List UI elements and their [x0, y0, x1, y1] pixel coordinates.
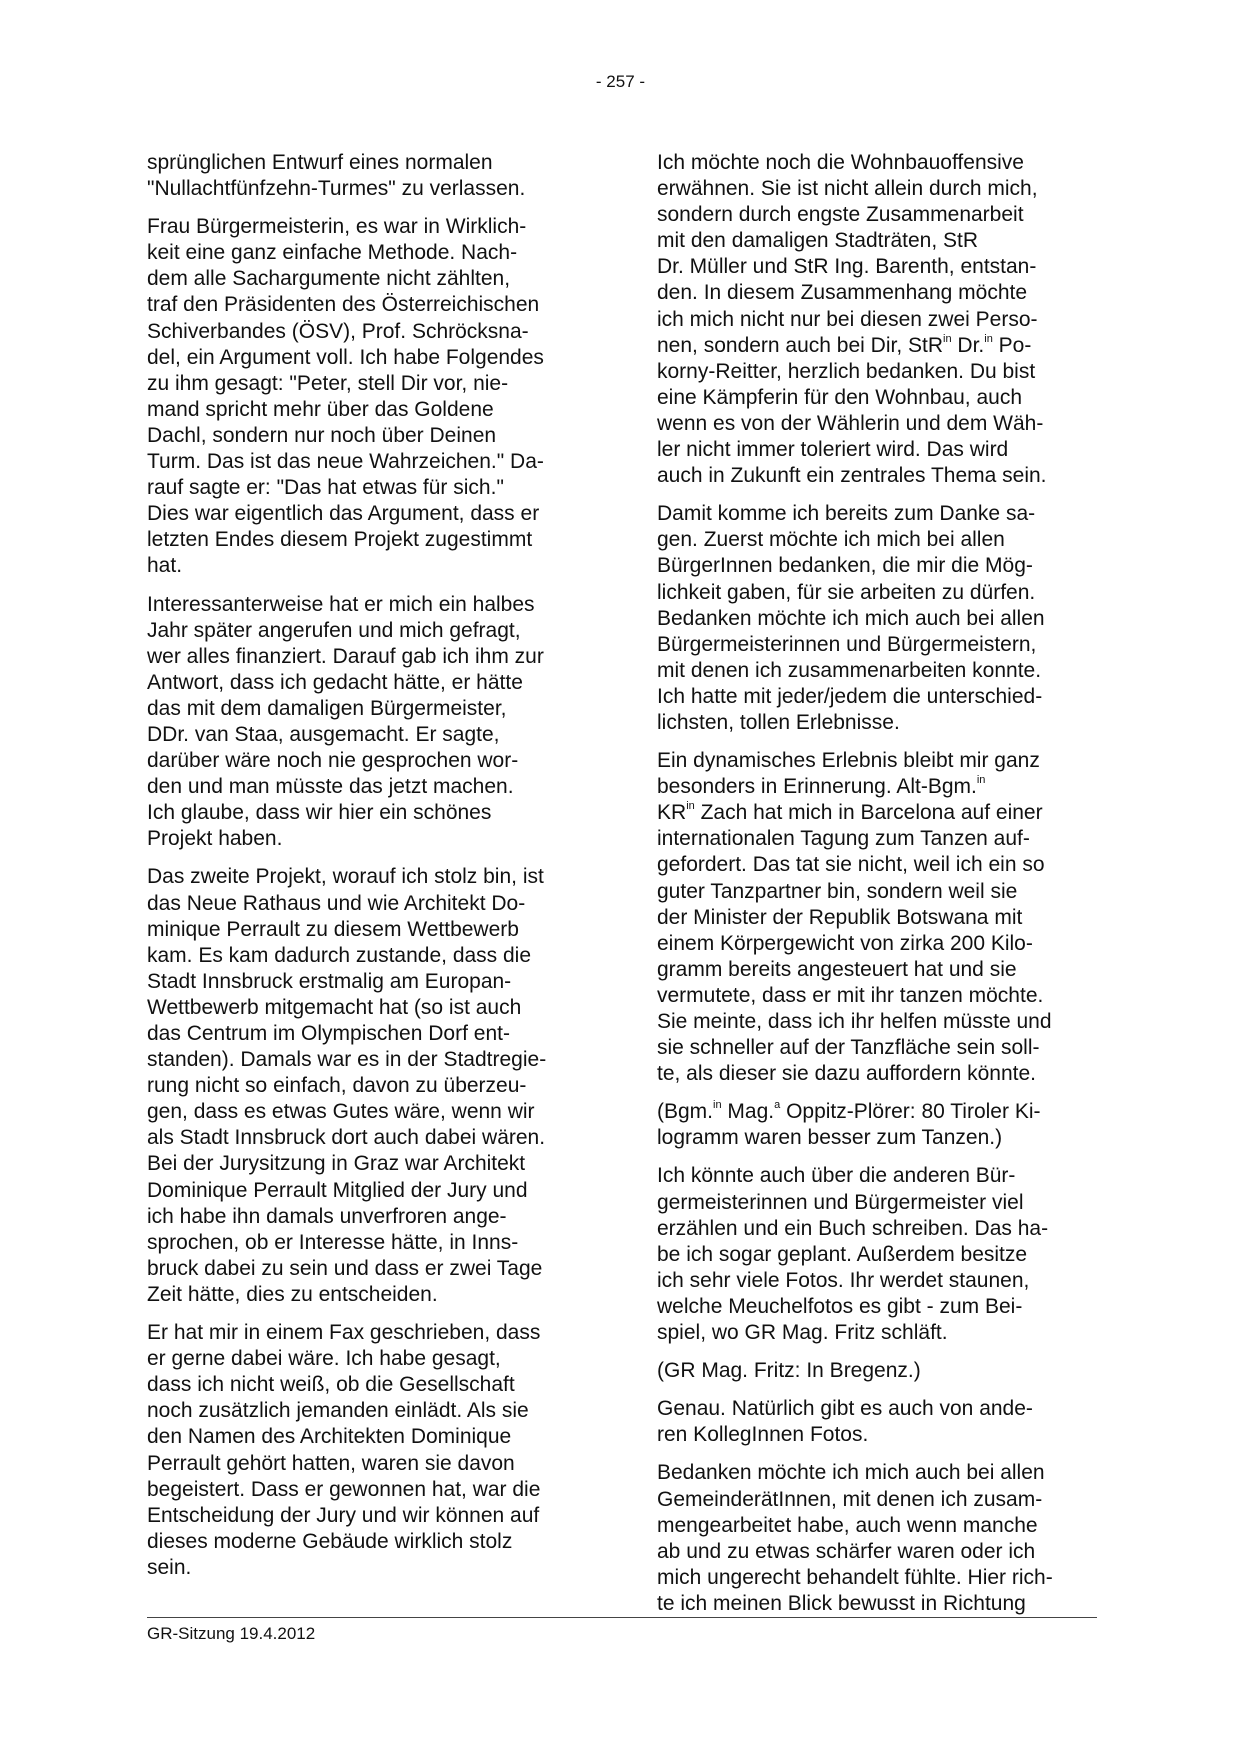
text-line: Antwort, dass ich gedacht hätte, er hätte: [147, 670, 523, 694]
text-line: traf den Präsidenten des Österreichischen: [147, 293, 540, 317]
text-line: der Minister der Republik Botswana mit: [657, 905, 1023, 929]
text-line: "Nullachtfünfzehn-Turmes" zu verlassen.: [147, 177, 526, 201]
text-line: das mit dem damaligen Bürgermeister,: [147, 696, 507, 720]
footer-divider: [147, 1617, 1097, 1618]
text-line: nen, sondern auch bei Dir, StR$^{in}$ Dr.$^{in}$ Po-: [657, 332, 1032, 357]
text-line: Bedanken möchte ich mich auch bei allen: [657, 1461, 1045, 1485]
text-line: GemeinderätInnen, mit denen ich zusam-: [657, 1487, 1043, 1511]
text-line: sondern durch engste Zusammenarbeit: [657, 203, 1024, 227]
text-line: gefordert. Das tat sie nicht, weil ich ein so: [657, 853, 1045, 877]
text-line: rauf sagte er: "Das hat etwas für sich.": [147, 476, 504, 500]
paragraph: [147, 1320, 587, 1581]
paragraph: [147, 864, 587, 1308]
text-line: Ein dynamisches Erlebnis bleibt mir ganz: [657, 749, 1040, 773]
text-line: zu ihm gesagt: "Peter, stell Dir vor, nie-: [147, 371, 509, 395]
text-line: logramm waren besser zum Tanzen.): [657, 1126, 1003, 1150]
right-text-column: [657, 150, 1097, 1629]
text-line: darüber wäre noch nie gesprochen wor-: [147, 749, 519, 773]
superscript: in: [686, 800, 695, 813]
paragraph: [657, 1358, 1097, 1384]
text-line: eine Kämpferin für den Wohnbau, auch: [657, 385, 1023, 409]
text-line: ab und zu etwas schärfer waren oder ich: [657, 1539, 1036, 1563]
text-line: Wettbewerb mitgemacht hat (so ist auch: [147, 995, 522, 1019]
text-line: lichsten, tollen Erlebnisse.: [657, 710, 900, 734]
text-line: den. In diesem Zusammenhang möchte: [657, 281, 1028, 305]
text-line: gramm bereits angesteuert hat und sie: [657, 957, 1017, 981]
text-line: rung nicht so einfach, davon zu überzeu-: [147, 1074, 527, 1098]
text-line: Stadt Innsbruck erstmalig am Europan-: [147, 969, 512, 993]
text-line: Frau Bürgermeisterin, es war in Wirklich-: [147, 215, 527, 239]
text-line: standen). Damals war es in der Stadtregie-: [147, 1048, 547, 1072]
text-line: dem alle Sachargumente nicht zählten,: [147, 267, 511, 291]
text-line: $KR^{in}$ Zach hat mich in Barcelona auf einer: [657, 800, 1043, 825]
text-line: lichkeit gaben, für sie arbeiten zu dürfen.: [657, 580, 1036, 604]
text-line: Ich möchte noch die Wohnbauoffensive: [657, 151, 1024, 174]
text-line: mengearbeitet habe, auch wenn manche: [657, 1513, 1038, 1537]
superscript: in: [976, 774, 986, 787]
paragraph: [657, 1460, 1097, 1617]
text-line: ich mich nicht nur bei diesen zwei Perso-: [657, 307, 1038, 331]
text-line: einem Körpergewicht von zirka 200 Kilo-: [657, 931, 1033, 955]
text-line: Dies war eigentlich das Argument, dass er: [147, 502, 540, 526]
paragraph: [657, 1099, 1097, 1151]
text-line: ich sehr viele Fotos. Ihr werdet staunen,: [657, 1268, 1030, 1292]
text-line: dieses moderne Gebäude wirklich stolz: [147, 1529, 513, 1553]
text-line: germeisterinnen und Bürgermeister viel: [657, 1190, 1024, 1214]
text-line: er gerne dabei wäre. Ich habe gesagt,: [147, 1347, 501, 1371]
text-line: Dachl, sondern nur noch über Deinen: [147, 423, 497, 447]
text-line: Zeit hätte, dies zu entscheiden.: [147, 1282, 438, 1306]
text-line: del, ein Argument voll. Ich habe Folgendes: [147, 345, 544, 369]
text-line: te ich meinen Blick bewusst in Richtung: [657, 1591, 1026, 1615]
text-line: Dr. Müller und StR Ing. Barenth, entstan-: [657, 255, 1037, 279]
text-line: sein.: [147, 1555, 192, 1579]
text-line: Sie meinte, dass ich ihr helfen müsste und: [657, 1010, 1052, 1033]
text-line: be ich sogar geplant. Außerdem besitze: [657, 1242, 1028, 1266]
text-line: Bürgermeisterinnen und Bürgermeistern,: [657, 632, 1037, 656]
text-line: Ich hatte mit jeder/jedem die unterschied-: [657, 684, 1043, 708]
text-line: Projekt haben.: [147, 827, 283, 851]
text-line: sprochen, ob er Interesse hätte, in Inns-: [147, 1230, 519, 1254]
text-line: auch in Zukunft ein zentrales Thema sein.: [657, 464, 1047, 488]
text-line: Ich glaube, dass wir hier ein schönes: [147, 801, 492, 825]
text-line: te, als dieser sie dazu auffordern könnte.: [657, 1062, 1037, 1086]
page-number: - 257 -: [595, 72, 646, 91]
superscript: in: [984, 332, 993, 345]
text-line: Ich könnte auch über die anderen Bür-: [657, 1164, 1016, 1188]
text-line: kam. Es kam dadurch zustande, dass die: [147, 943, 532, 967]
text-line: BürgerInnen bedanken, die mir die Mög-: [657, 554, 1033, 578]
text-line: Er hat mir in einem Fax geschrieben, dass: [147, 1321, 541, 1345]
paragraph: [657, 1163, 1097, 1346]
text-line: internationalen Tagung zum Tanzen auf-: [657, 827, 1030, 851]
text-line: erwähnen. Sie ist nicht allein durch mich,: [657, 177, 1038, 201]
text-line: mit denen ich zusammenarbeiten konnte.: [657, 658, 1042, 682]
text-line: ren KollegInnen Fotos.: [657, 1423, 869, 1447]
text-line: als Stadt Innsbruck dort auch dabei wären.: [147, 1126, 546, 1150]
text-line: besonders in Erinnerung. Alt-Bgm.$^{in}$: [657, 774, 986, 799]
text-line: den und man müsste das jetzt machen.: [147, 775, 514, 799]
text-line: hat.: [147, 554, 183, 578]
text-line: korny-Reitter, herzlich bedanken. Du bist: [657, 359, 1036, 383]
text-line: sprünglichen Entwurf eines normalen: [147, 151, 493, 174]
text-line: vermutete, dass er mit ihr tanzen möchte.: [657, 983, 1044, 1007]
superscript: in: [713, 1099, 722, 1112]
text-line: ler nicht immer toleriert wird. Das wird: [657, 438, 1009, 462]
text-line: Perrault gehört hatten, waren sie davon: [147, 1451, 515, 1475]
text-line: guter Tanzpartner bin, sondern weil sie: [657, 879, 1018, 903]
footer-session-date: GR-Sitzung 19.4.2012: [147, 1624, 316, 1643]
text-line: sie schneller auf der Tanzfläche sein soll-: [657, 1036, 1040, 1060]
paragraph: [657, 501, 1097, 736]
text-line: keit eine ganz einfache Methode. Nach-: [147, 241, 518, 265]
text-line: gen. Zuerst möchte ich mich bei allen: [657, 528, 1005, 552]
text-line: (Bgm.$^{in}$ Mag.$^a$ Oppitz-Plörer: 80 Tiroler Ki-: [657, 1099, 1041, 1124]
text-line: letzten Endes diesem Projekt zugestimmt: [147, 528, 533, 552]
text-line: Bei der Jurysitzung in Graz war Architekt: [147, 1152, 526, 1176]
superscript: in: [943, 332, 952, 345]
text-line: Jahr später angerufen und mich gefragt,: [147, 618, 521, 642]
text-line: wenn es von der Wählerin und dem Wäh-: [657, 411, 1044, 435]
text-line: Entscheidung der Jury und wir können auf: [147, 1503, 540, 1527]
text-line: gen, dass es etwas Gutes wäre, wenn wir: [147, 1100, 535, 1124]
paragraph: [657, 748, 1097, 1087]
text-line: Interessanterweise hat er mich ein halbes: [147, 592, 535, 616]
text-line: das Centrum im Olympischen Dorf ent-: [147, 1022, 510, 1045]
paragraph: [147, 214, 587, 579]
paragraph: [147, 150, 587, 202]
text-line: ich habe ihn damals unverfroren ange-: [147, 1204, 507, 1228]
text-line: das Neue Rathaus und wie Architekt Do-: [147, 891, 526, 915]
left-text-column: [147, 150, 587, 1593]
text-line: Genau. Natürlich gibt es auch von ande-: [657, 1397, 1033, 1421]
text-line: begeistert. Dass er gewonnen hat, war die: [147, 1477, 541, 1501]
text-line: DDr. van Staa, ausgemacht. Er sagte,: [147, 722, 500, 746]
paragraph: [147, 592, 587, 853]
text-line: spiel, wo GR Mag. Fritz schläft.: [657, 1321, 948, 1345]
text-line: Dominique Perrault Mitglied der Jury und: [147, 1178, 528, 1202]
superscript: a: [774, 1099, 781, 1112]
text-line: mit den damaligen Stadträten, StR: [657, 229, 979, 253]
text-line: Bedanken möchte ich mich auch bei allen: [657, 606, 1045, 630]
paragraph: [657, 150, 1097, 489]
text-line: wer alles finanziert. Darauf gab ich ihm zur: [147, 644, 544, 668]
text-line: minique Perrault zu diesem Wettbewerb: [147, 917, 519, 941]
paragraph: [657, 1396, 1097, 1448]
text-line: (GR Mag. Fritz: In Bregenz.): [657, 1359, 921, 1383]
text-line: bruck dabei zu sein und dass er zwei Tage: [147, 1256, 543, 1280]
text-line: Damit komme ich bereits zum Danke sa-: [657, 502, 1036, 526]
text-line: erzählen und ein Buch schreiben. Das ha-: [657, 1216, 1049, 1240]
text-line: Schiverbandes (ÖSV), Prof. Schröcksna-: [147, 319, 529, 343]
text-line: Turm. Das ist das neue Wahrzeichen." Da-: [147, 450, 544, 474]
text-line: mand spricht mehr über das Goldene: [147, 397, 494, 421]
text-line: den Namen des Architekten Dominique: [147, 1425, 512, 1449]
text-line: welche Meuchelfotos es gibt - zum Bei-: [657, 1294, 1023, 1318]
text-line: dass ich nicht weiß, ob die Gesellschaft: [147, 1373, 515, 1397]
text-line: Das zweite Projekt, worauf ich stolz bin, ist: [147, 865, 544, 889]
text-line: noch zusätzlich jemanden einlädt. Als sie: [147, 1399, 529, 1423]
text-line: mich ungerecht behandelt fühlte. Hier rich-: [657, 1565, 1053, 1589]
